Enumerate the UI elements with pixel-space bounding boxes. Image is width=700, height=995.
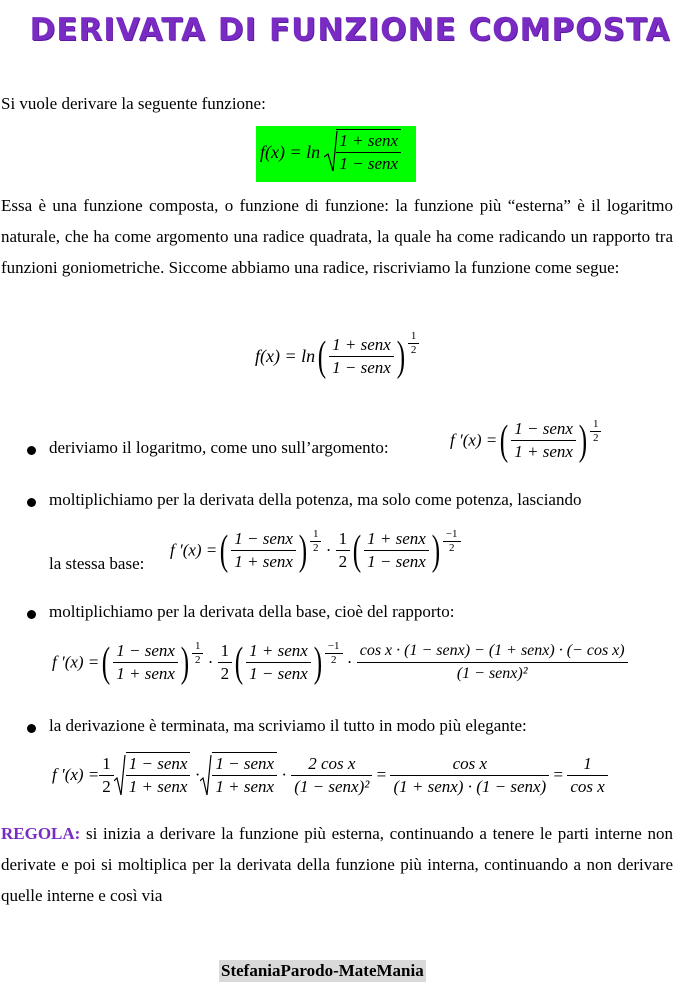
rule-label: REGOLA: [1,824,81,843]
bullet-1-equation: f ′(x) =( $\frac{\text{1 − senx}}{\text{1 + senx}}$ ) $\frac{1}{2}$ [450,418,601,463]
bullet-dot-2 [27,498,36,507]
bullet-2-equation: f ′(x) =( $\frac{\text{1 − senx}}{\text{1 + senx}}$ ) $\frac{1}{2}$ · $\frac{1}{2}$ ( $\frac{\text{1 + senx}}{\text{1 − senx}}$ ) $\frac{-1}{2}$ [170,528,461,573]
footer-credit: StefaniaParodo-MateMania [221,961,424,980]
sqrt-icon [114,753,126,797]
eq2-exp-den: 2 [410,344,417,356]
rule-text: si inizia a derivare la funzione più esterna, continuando a tenere le parti interne non derivate e poi si moltiplica per la derivata della funzione più interna, continuando a non derivare quelle interne e così via [1,824,673,905]
eq2-num: 1 + senx [329,334,394,357]
eq1-lhs: f(x) = ln [260,142,321,162]
bullet-4-text: la derivazione è terminata, ma scriviamo il tutto in modo più elegante: [49,716,527,735]
eq2-den: 1 − senx [332,358,391,377]
bullet-3-text: moltiplichiamo per la derivata della base, cioè del rapporto: [49,602,455,621]
page-title: DERIVATA DI FUNZIONE COMPOSTA [29,12,671,48]
sqrt-icon [200,753,212,797]
eq2-lhs: f(x) = ln [255,346,316,366]
paragraph-1: Essa è una funzione composta, o funzione di funzione: la funzione più “esterna” è il logaritmo naturale, che ha come argomento una radice quadrata, la quale ha come radicando un rapporto tra funzioni goniometriche. Siccome abbiamo una radice, riscriviamo la funzione come segue: [1,196,673,277]
bullet-4-equation: f ′(x) = $\frac{1}{2}$ $\frac{\text{1 − senx}}{\text{1 + senx}}$ · $\frac{\text{1 − senx}}{\text{1 + senx}}$ · $\frac{\text{2 cos x}}{\text{(1 − senx)²}}$ = $\frac{\text{cos x}}{\text{(1 + senx) · (1 − senx)}}$ = $\frac{1}{\text{cos x}}$ [52,752,608,798]
bullet-1-text: deriviamo il logaritmo, come uno sull’argomento: [49,438,389,457]
bullet-dot-1 [27,446,36,455]
equation-1 [256,126,416,182]
intro-text: Si vuole derivare la seguente funzione: [1,94,266,113]
eq1-den: 1 − senx [339,154,399,174]
rule-paragraph [1,818,673,911]
bullet-2-text: moltiplichiamo per la derivata della potenza, ma solo come potenza, lasciando [49,490,582,509]
bullet-dot-4 [27,724,36,733]
bullet-3-equation: f ′(x) =( $\frac{\text{1 − senx}}{\text{1 + senx}}$ ) $\frac{1}{2}$ · $\frac{1}{2}$ ( $\frac{\text{1 + senx}}{\text{1 − senx}}$ ) $\frac{-1}{2}$ · $\frac{\text{cos x · (1 − senx) − (1 + senx) · (− cos x)}}{\text{(1 − senx)²}}$ [52,640,628,685]
bullet-2-text-cont: la stessa base: [49,554,145,573]
equation-2: f(x) = ln( $\frac{\text{1 + senx}}{\text{1 − senx}}$ ) $\frac{1}{2}$ [255,334,419,379]
eq1-num: 1 + senx [336,130,401,153]
eq2-exp-num: 1 [408,330,420,344]
bullet-dot-3 [27,610,36,619]
